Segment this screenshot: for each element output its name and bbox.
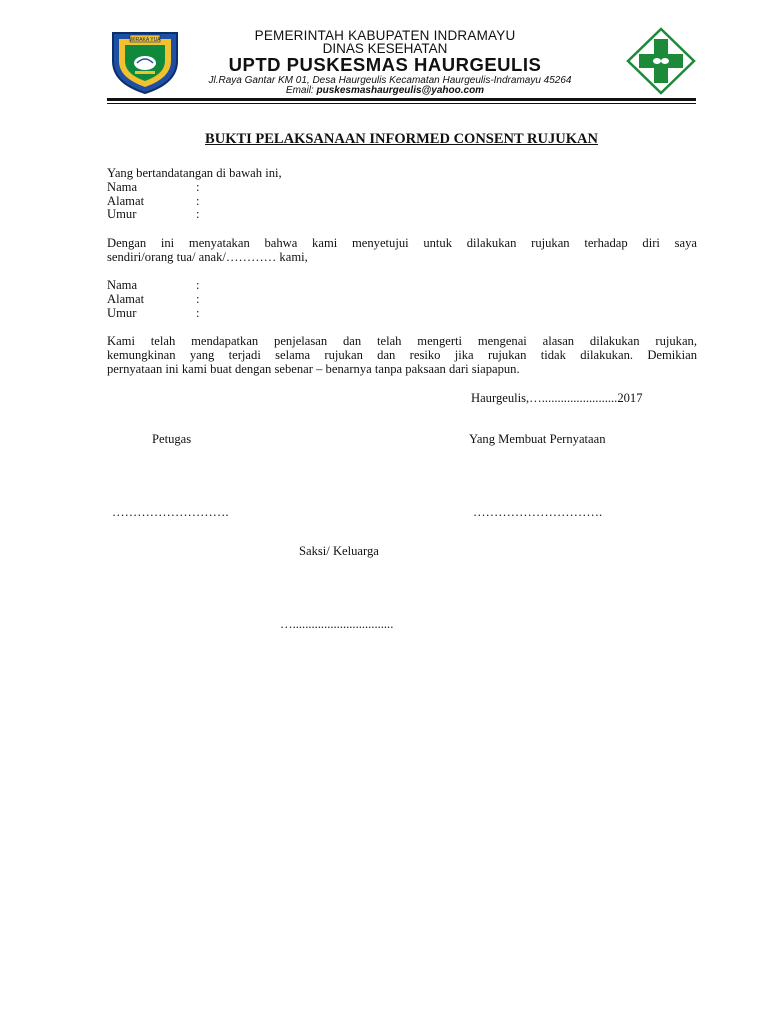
explanation-line-1: Kami telah mendapatkan penjelasan dan telah mengerti mengenai alasan dilakukan rujukan, xyxy=(107,334,697,348)
header-divider-thin xyxy=(107,103,696,104)
document-title: BUKTI PELAKSANAAN INFORMED CONSENT RUJUKAN xyxy=(205,131,598,147)
header-address: Jl.Raya Gantar KM 01, Desa Haurgeulis Kecamatan Haurgeulis-Indramayu 45264 xyxy=(208,75,572,86)
header-divider-thick xyxy=(107,98,696,101)
declarant-label: Yang Membuat Pernyataan xyxy=(469,432,606,446)
officer-label: Petugas xyxy=(152,432,192,446)
email-label: Email: xyxy=(285,85,317,96)
field-label-alamat-1: Alamat xyxy=(107,194,145,208)
intro-text: Yang bertandatangan di bawah ini, xyxy=(107,166,282,180)
header-government-line: PEMERINTAH KABUPATEN INDRAMAYU xyxy=(254,28,516,43)
witness-label: Saksi/ Keluarga xyxy=(299,544,379,558)
field-label-umur-1: Umur xyxy=(107,207,137,221)
regency-emblem-logo xyxy=(107,27,183,95)
email-value: puskesmashaurgeulis@yahoo.com xyxy=(316,85,485,96)
witness-signature-line: …................................ xyxy=(280,617,394,631)
statement-line-2: sendiri/orang tua/ anak/………… kami, xyxy=(107,249,308,264)
field-colon-alamat-2: : xyxy=(196,292,200,306)
field-label-alamat-2: Alamat xyxy=(107,292,145,306)
header-institution-name: UPTD PUSKESMAS HAURGEULIS xyxy=(228,54,542,75)
field-label-umur-2: Umur xyxy=(107,306,137,320)
header-department-line: DINAS KESEHATAN xyxy=(322,41,448,56)
field-colon-nama-1: : xyxy=(196,180,200,194)
emblem-banner-text: WIRAKA YUA xyxy=(129,37,161,43)
puskesmas-cross-logo xyxy=(626,27,696,95)
officer-signature-line: ………………………. xyxy=(112,505,229,519)
header-email xyxy=(190,85,580,96)
field-label-nama-2: Nama xyxy=(107,278,138,292)
explanation-line-2: kemungkinan yang terjadi selama rujukan dan resiko jika rujukan tidak dilakukan. Demikian xyxy=(107,347,697,362)
field-colon-nama-2: : xyxy=(196,278,200,292)
declarant-signature-line: …………………………. xyxy=(473,505,603,519)
field-colon-umur-2: : xyxy=(196,306,200,320)
place-date: Haurgeulis,…........................2017 xyxy=(471,391,643,405)
statement-line-1: Dengan ini menyatakan bahwa kami menyetujui untuk dilakukan rujukan terhadap diri saya xyxy=(107,236,697,250)
explanation-paragraph xyxy=(107,335,697,376)
field-colon-umur-1: : xyxy=(196,207,200,221)
field-colon-alamat-1: : xyxy=(196,194,200,208)
field-label-nama-1: Nama xyxy=(107,180,138,194)
explanation-line-3: pernyataan ini kami buat dengan sebenar – benarnya tanpa paksaan dari siapapun. xyxy=(107,361,520,376)
statement-paragraph xyxy=(107,237,697,265)
